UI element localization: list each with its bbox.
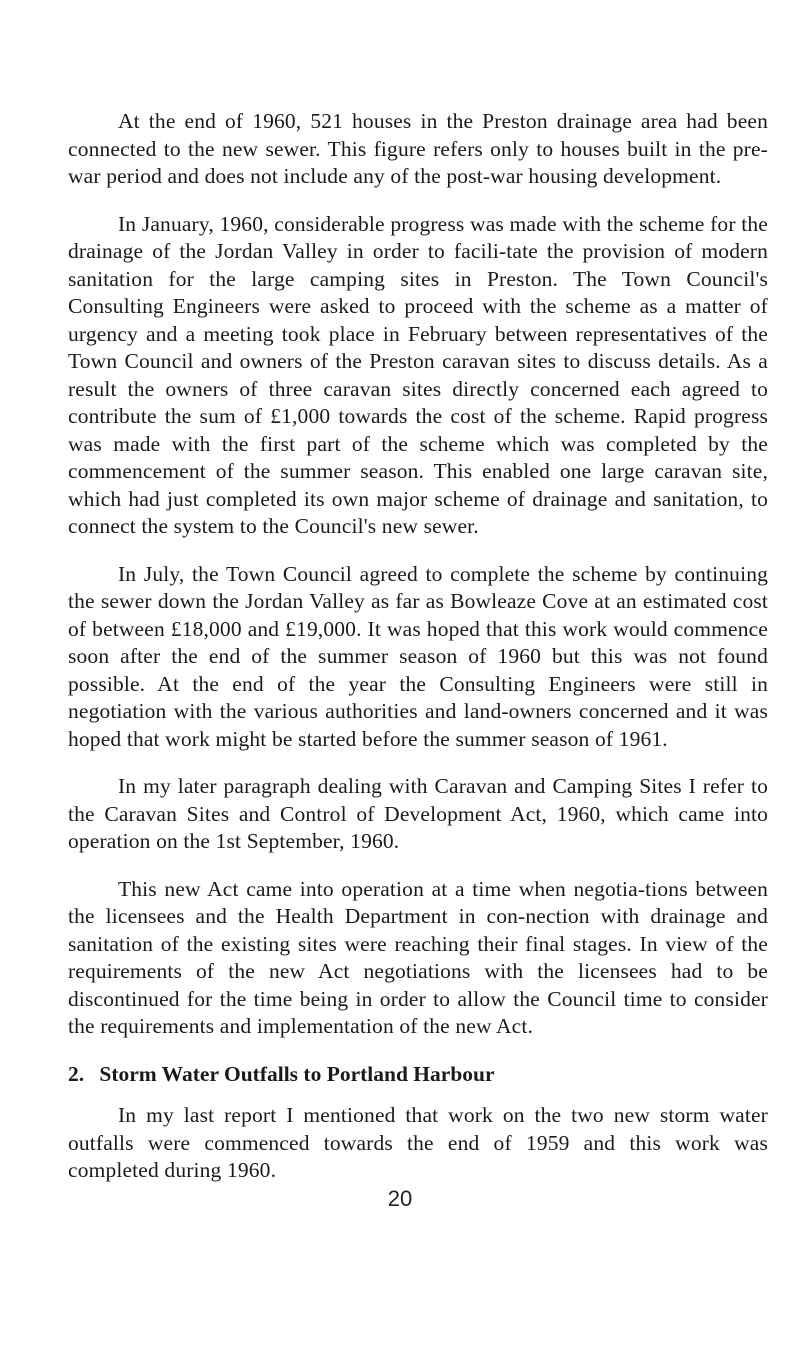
paragraph-new-act-negotiations: This new Act came into operation at a time when negotia-tions between the licensees and the Health Department in con-nection with drainage and sanitation of the existing sites were reaching their final stages. In view of the requirements of the new Act negotiations with the licensees had to be discontinued for the time being in order to allow the Council time to consider the requirements and implementation of the new Act. [68, 876, 768, 1038]
paragraph-caravan-sites-act: In my later paragraph dealing with Caravan and Camping Sites I refer to the Caravan Sites and Control of Development Act, 1960, which came into operation on the 1st September, 1960. [68, 774, 768, 853]
page-number: 20 [387, 1186, 413, 1211]
section-number: 2. [68, 1061, 85, 1086]
section-title: Storm Water Outfalls to Portland Harbour [99, 1061, 495, 1086]
paragraph-jordan-valley-scheme: In January, 1960, considerable progress was made with the scheme for the drainage of the Jordan Valley in order to facili-tate the provision of modern sanitation for the large camping sites in Preston. The Town Council's Consulting Engineers were asked to proceed with the scheme as a matter of urgency and a meeting took place in February between representatives of the Town Council and owners of the Preston caravan sites to discuss details. As a result the owners of three caravan sites directly concerned each agreed to contribute the sum of £1,000 towards the cost of the scheme. Rapid progress was made with the first part of the scheme which was completed by the commencement of the summer season. This enabled one large caravan site, which had just completed its own major scheme of drainage and sanitation, to connect the system to the Council's new sewer. [68, 211, 768, 538]
paragraph-preston-houses: At the end of 1960, 521 houses in the Preston drainage area had been connected to the new sewer. This figure refers only to houses built in the pre-war period and does not include any of the post-war housing development. [68, 109, 768, 188]
paragraph-bowleaze-cove-extension: In July, the Town Council agreed to complete the scheme by continuing the sewer down the Jordan Valley as far as Bowleaze Cove at an estimated cost of between £18,000 and £19,000. It was hoped that this work would commence soon after the end of the summer season of 1960 but this was not found possible. At the end of the year the Consulting Engineers were still in negotiation with the various authorities and land-owners concerned and it was hoped that work might be started before the summer season of 1961. [68, 561, 768, 751]
document-page [68, 108, 768, 1205]
section-heading [68, 1061, 768, 1089]
paragraph-storm-water-outfalls: In my last report I mentioned that work on the two new storm water outfalls were commenced towards the end of 1959 and this work was completed during 1960. [68, 1103, 768, 1182]
